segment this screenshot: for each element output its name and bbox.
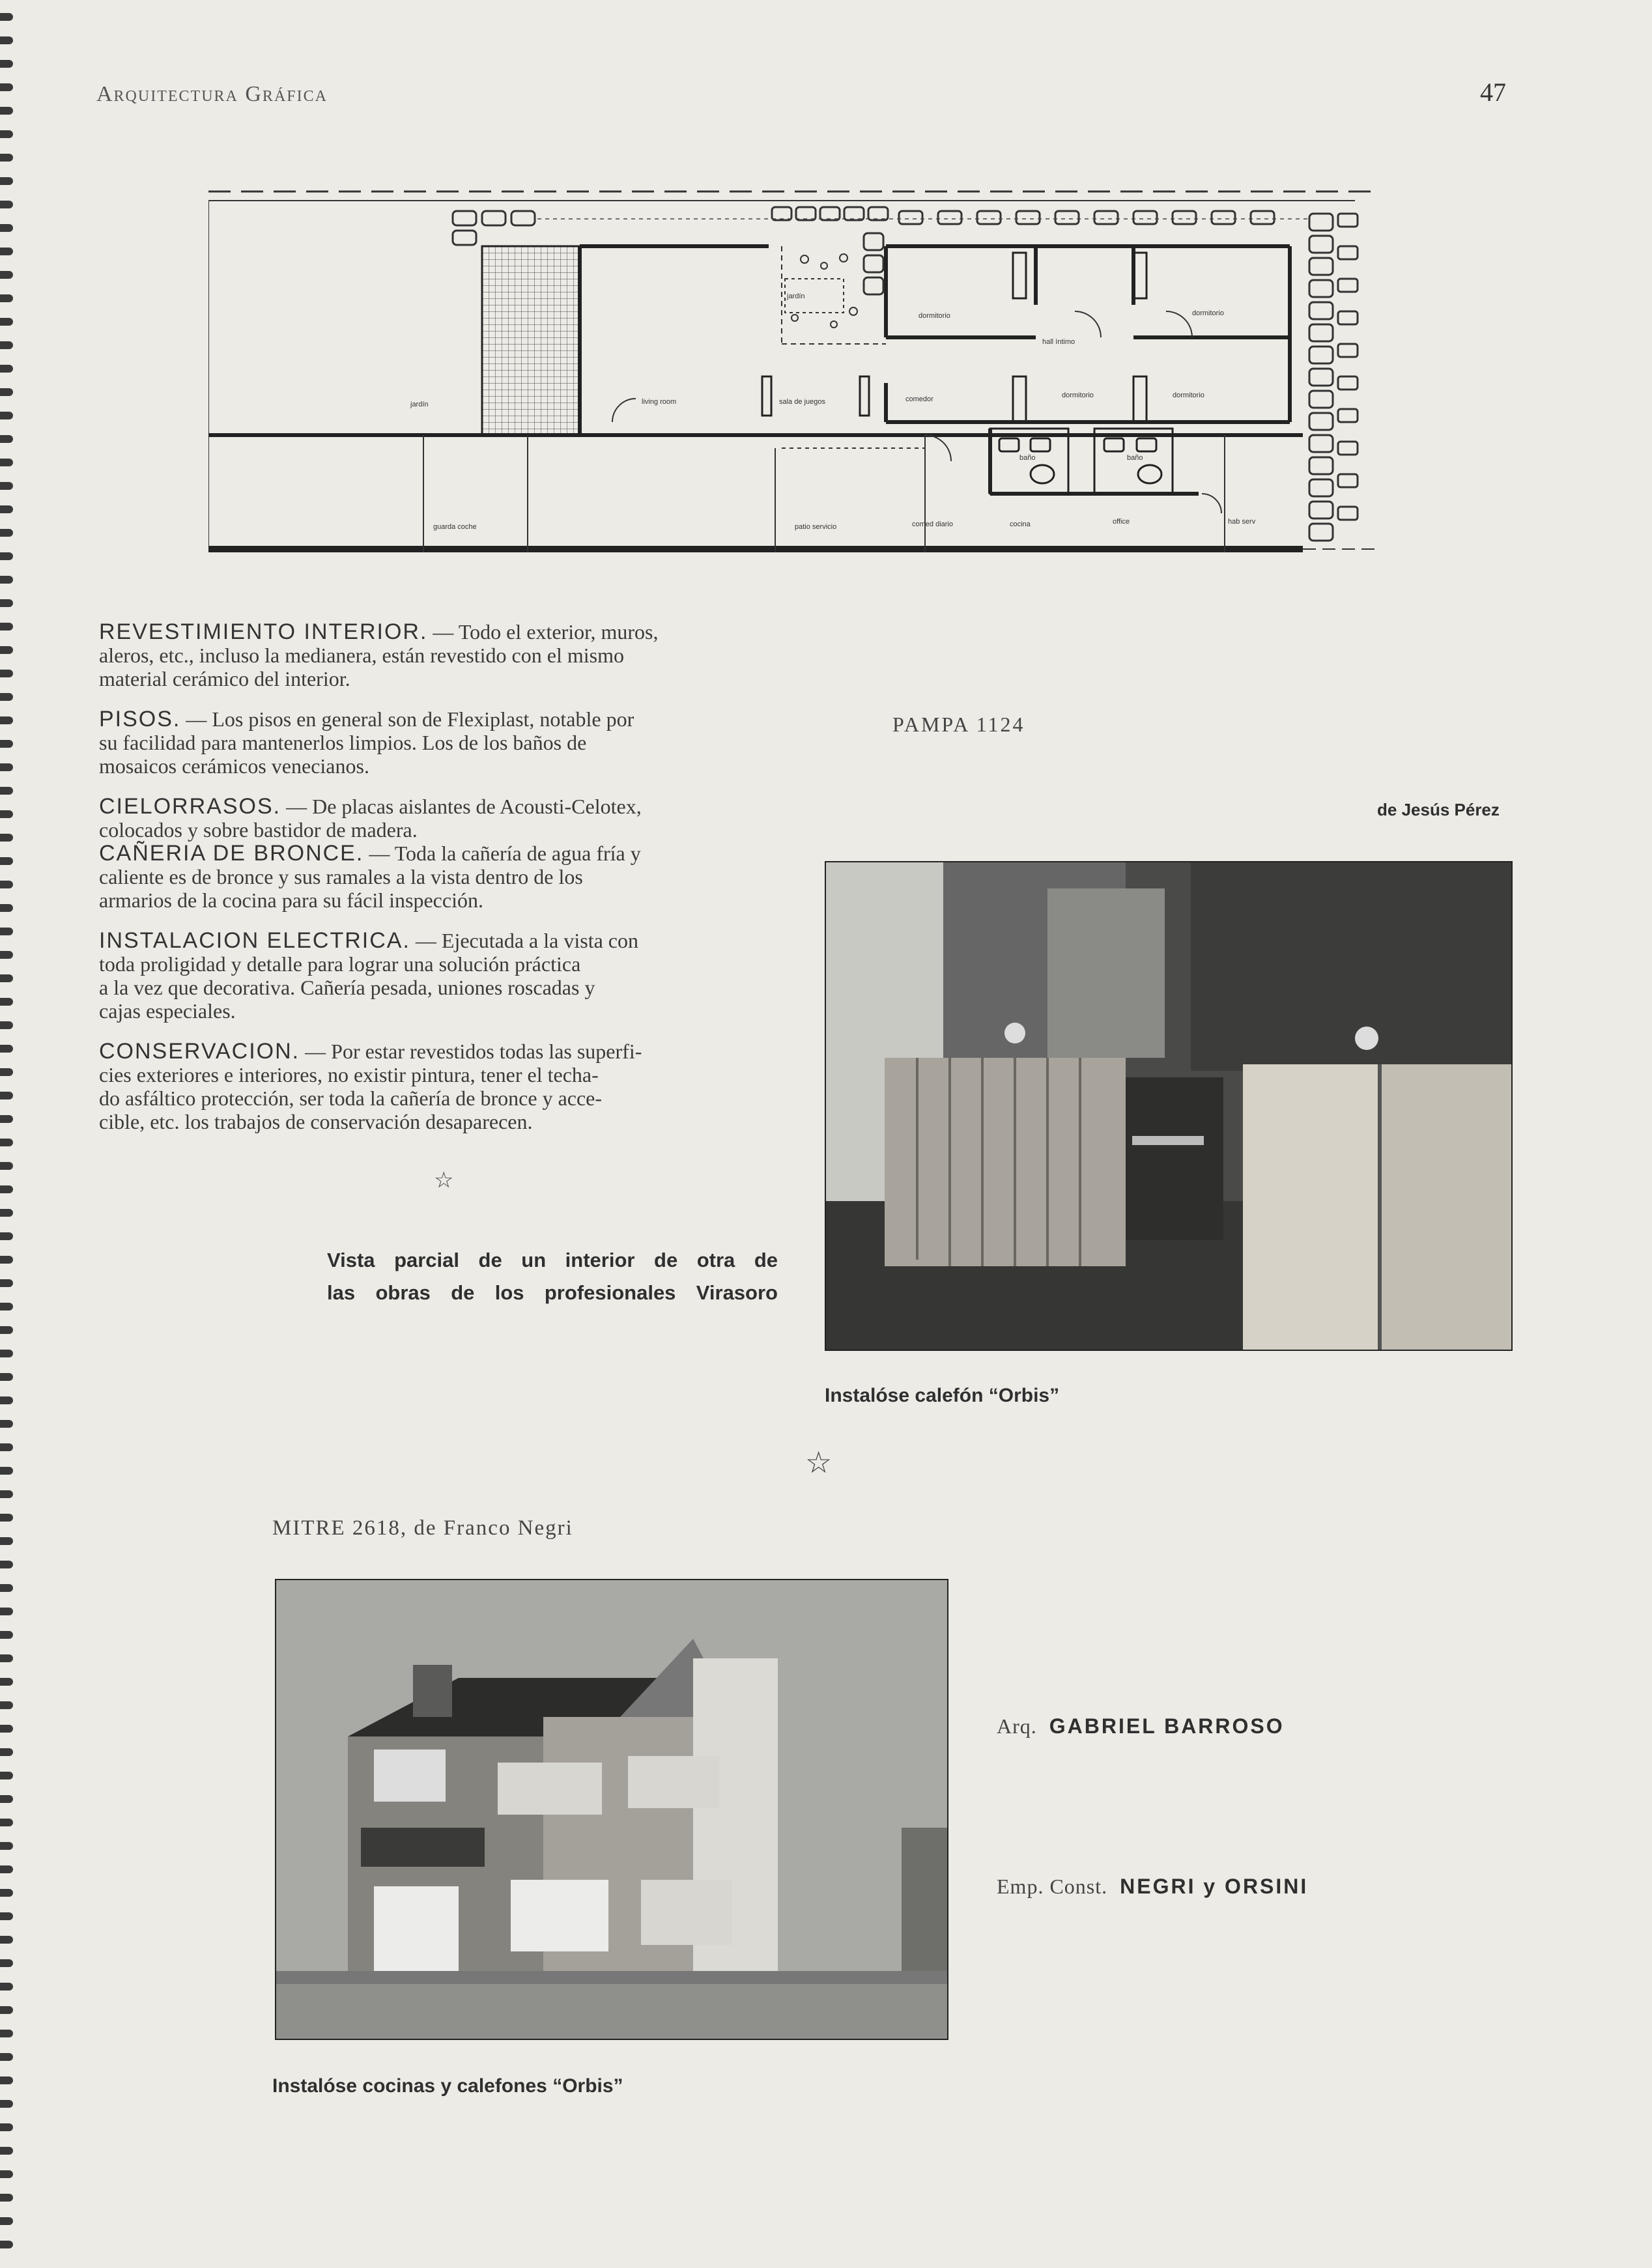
pampa-author: de Jesús Pérez xyxy=(1377,800,1500,819)
binding-ring xyxy=(0,248,13,255)
binding-ring xyxy=(0,998,13,1006)
mitre-title: MITRE 2618, de Franco Negri xyxy=(272,1516,573,1540)
binding-ring xyxy=(0,740,13,748)
binding-ring xyxy=(0,435,13,443)
binding-ring xyxy=(0,904,13,912)
page-number: 47 xyxy=(1480,78,1506,107)
spec-heading: PISOS. xyxy=(99,707,181,731)
plan-label-bano-1: baño xyxy=(1019,454,1036,462)
binding-ring xyxy=(0,154,13,162)
binding-ring xyxy=(0,552,13,560)
binding-ring xyxy=(0,1232,13,1240)
binding-ring xyxy=(0,1326,13,1334)
binding-ring xyxy=(0,2147,13,2155)
binding-ring xyxy=(0,2077,13,2084)
binding-ring xyxy=(0,224,13,232)
binding-ring xyxy=(0,1819,13,1826)
star-ornament: ☆ xyxy=(434,1167,454,1193)
binding-ring xyxy=(0,1561,13,1568)
binding-ring xyxy=(0,1936,13,1944)
binding-ring xyxy=(0,763,13,771)
binding-ring xyxy=(0,716,13,724)
binding-ring xyxy=(0,1514,13,1522)
binding-ring xyxy=(0,1795,13,1803)
plan-label-dormitorio-4: dormitorio xyxy=(1062,391,1094,399)
binding-ring xyxy=(0,2123,13,2131)
binding-ring xyxy=(0,505,13,513)
binding-ring xyxy=(0,60,13,68)
binding-ring xyxy=(0,1350,13,1357)
interior-note: Vista parcial de un interior de otra de las obras de los profesionales Virasoro xyxy=(327,1249,778,1304)
binding-ring xyxy=(0,623,13,631)
house-photo xyxy=(275,1579,948,2040)
spec-heading: REVESTIMIENTO INTERIOR. xyxy=(99,619,428,644)
spec-pisos: PISOS. — Los pisos en general son de Flexiplast, notable por su facilidad para mantenerlos limpios. Los de los baños de mosaicos cerámicos venecianos. xyxy=(99,707,634,778)
plan-label-living: living room xyxy=(642,398,677,406)
plan-label-jardin-left: jardín xyxy=(410,401,429,408)
binding-ring xyxy=(0,834,13,842)
binding-ring xyxy=(0,1396,13,1404)
binding-ring xyxy=(0,1865,13,1873)
binding-ring xyxy=(0,2100,13,2108)
pampa-caption: Instalóse calefón “Orbis” xyxy=(825,1385,1060,1406)
binding-ring xyxy=(0,1279,13,1287)
binding-ring xyxy=(0,881,13,888)
binding-ring xyxy=(0,1443,13,1451)
binding-ring xyxy=(0,1068,13,1076)
binding-ring xyxy=(0,2006,13,2014)
running-head: Arquitectura Gráfica xyxy=(96,82,328,106)
plan-label-comed-diario: comed diario xyxy=(912,520,953,528)
plan-label-bano-2: baño xyxy=(1127,454,1143,462)
binding-ring xyxy=(0,365,13,373)
binding-ring xyxy=(0,1303,13,1311)
binding-ring xyxy=(0,2053,13,2061)
binding-ring xyxy=(0,2217,13,2225)
binding-ring xyxy=(0,1373,13,1381)
builder-credit: Emp. Const. NEGRI y ORSINI xyxy=(997,1875,1309,1898)
binding-ring xyxy=(0,271,13,279)
binding-ring xyxy=(0,412,13,419)
binding-ring xyxy=(0,1725,13,1733)
binding-ring xyxy=(0,2170,13,2178)
binding-ring xyxy=(0,693,13,701)
binding-ring xyxy=(0,83,13,91)
binding-ring xyxy=(0,1021,13,1029)
plan-label-hall: hall íntimo xyxy=(1042,338,1075,346)
binding-ring xyxy=(0,928,13,935)
pampa-title: PAMPA 1124 xyxy=(892,713,1025,736)
plan-label-dormitorio-3: dormitorio xyxy=(1173,391,1204,399)
binding-ring xyxy=(0,107,13,115)
plan-label-comedor: comedor xyxy=(905,395,933,403)
spec-heading: CAÑERIA DE BRONCE. xyxy=(99,841,364,866)
plan-label-cocina: cocina xyxy=(1010,520,1031,528)
binding-ring xyxy=(0,1631,13,1639)
plan-label-dormitorio-2: dormitorio xyxy=(1192,309,1224,317)
binding-ring xyxy=(0,1912,13,1920)
mitre-caption: Instalóse cocinas y calefones “Orbis” xyxy=(272,2075,623,2097)
binding-ring xyxy=(0,294,13,302)
binding-ring xyxy=(0,177,13,185)
binding-ring xyxy=(0,201,13,208)
binding-ring xyxy=(0,2241,13,2248)
binding-ring xyxy=(0,2030,13,2037)
spec-heading: CONSERVACION. xyxy=(99,1039,300,1064)
binding-ring xyxy=(0,1162,13,1170)
binding-ring xyxy=(0,1584,13,1592)
floor-plan xyxy=(208,188,1381,559)
plan-label-patio: patio servicio xyxy=(795,523,837,531)
binding-ring xyxy=(0,1209,13,1217)
plan-label-jardin-center: jardín xyxy=(787,292,805,300)
binding-ring xyxy=(0,1748,13,1756)
binding-ring xyxy=(0,857,13,865)
binding-ring xyxy=(0,482,13,490)
binding-ring xyxy=(0,951,13,959)
binding-ring xyxy=(0,576,13,584)
spiral-binding xyxy=(0,0,20,2268)
spec-heading: CIELORRASOS. xyxy=(99,794,281,819)
binding-ring xyxy=(0,1983,13,1991)
binding-ring xyxy=(0,810,13,818)
interior-photo xyxy=(825,861,1513,1351)
binding-ring xyxy=(0,787,13,795)
plan-label-sala: sala de juegos xyxy=(779,398,825,406)
binding-ring xyxy=(0,1185,13,1193)
spec-caneria: CAÑERIA DE BRONCE. — Toda la cañería de agua fría y caliente es de bronce y sus ramales a la vista dentro de los armarios de la cocina para su fácil inspección. xyxy=(99,841,641,912)
architect-credit: Arq. GABRIEL BARROSO xyxy=(997,1714,1285,1738)
binding-ring xyxy=(0,1467,13,1475)
binding-ring xyxy=(0,1654,13,1662)
spec-heading: INSTALACION ELECTRICA. xyxy=(99,928,410,953)
binding-ring xyxy=(0,1115,13,1123)
binding-ring xyxy=(0,1772,13,1779)
binding-ring xyxy=(0,1701,13,1709)
spec-instalacion: INSTALACION ELECTRICA. — Ejecutada a la vista con toda proligidad y detalle para lograr una solución práctica a la vez que decorativa. Cañería pesada, uniones roscadas y cajas especiales. xyxy=(99,928,638,1023)
binding-ring xyxy=(0,1608,13,1615)
binding-ring xyxy=(0,1045,13,1053)
binding-ring xyxy=(0,599,13,607)
binding-ring xyxy=(0,529,13,537)
binding-ring xyxy=(0,974,13,982)
binding-ring xyxy=(0,1889,13,1897)
binding-ring xyxy=(0,1959,13,1967)
binding-ring xyxy=(0,2194,13,2202)
binding-ring xyxy=(0,341,13,349)
plan-label-office: office xyxy=(1113,518,1130,526)
plan-label-hab-serv: hab serv xyxy=(1228,518,1256,526)
plan-label-dormitorio-1: dormitorio xyxy=(919,312,950,320)
binding-ring xyxy=(0,1256,13,1264)
spec-cielorrasos: CIELORRASOS. — De placas aislantes de Acousti-Celotex, colocados y sobre bastidor de madera. xyxy=(99,794,642,842)
binding-ring xyxy=(0,459,13,466)
binding-ring xyxy=(0,1537,13,1545)
binding-ring xyxy=(0,1139,13,1146)
plan-label-guarda: guarda coche xyxy=(433,523,477,531)
binding-ring xyxy=(0,1420,13,1428)
star-ornament: ☆ xyxy=(805,1445,833,1480)
binding-ring xyxy=(0,1678,13,1686)
binding-ring xyxy=(0,388,13,396)
binding-ring xyxy=(0,13,13,21)
binding-ring xyxy=(0,646,13,654)
binding-ring xyxy=(0,318,13,326)
binding-ring xyxy=(0,1490,13,1498)
binding-ring xyxy=(0,1842,13,1850)
binding-ring xyxy=(0,1092,13,1099)
spec-revestimiento: REVESTIMIENTO INTERIOR. — Todo el exterior, muros, aleros, etc., incluso la medianera, están revestido con el mismo material cerámico del interior. xyxy=(99,619,659,690)
binding-ring xyxy=(0,670,13,677)
binding-ring xyxy=(0,130,13,138)
spec-conservacion: CONSERVACION. — Por estar revestidos todas las superfi- cies exteriores e interiores, no existir pintura, tener el techa- do asfáltico protección, ser toda la cañería de bronce y acce- cible, etc. los trabajos de conservación desaparecen. xyxy=(99,1039,642,1133)
binding-ring xyxy=(0,36,13,44)
